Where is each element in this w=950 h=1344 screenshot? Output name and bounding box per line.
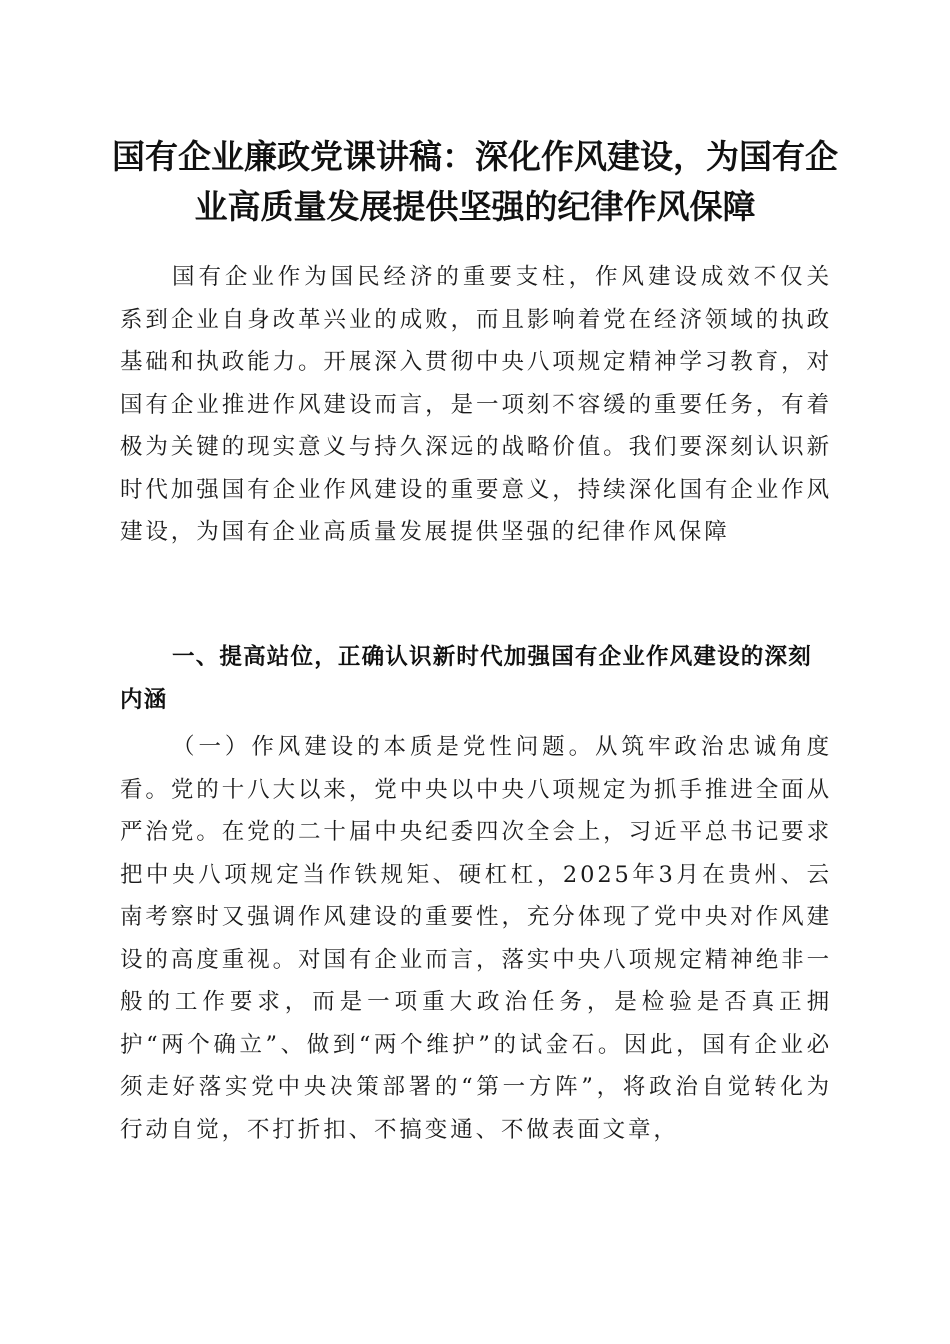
document-title: 国有企业廉政党课讲稿：深化作风建设，为国有企业高质量发展提供坚强的纪律作风保障 [112, 137, 838, 226]
section-heading: 一、提高站位，正确认识新时代加强国有企业作风建设的深刻内涵 [120, 644, 812, 713]
section-paragraph: （一）作风建设的本质是党性问题。从筑牢政治忠诚角度看。党的十八大以来，党中央以中央八项规定为抓手推进全面从严治党。在党的二十届中央纪委四次全会上，习近平总书记要求把中央八项规定当作铁规矩、硬杠杠，2025年3月在贵州、云南考察时又强调作风建设的重要性，充分体现了党中央对作风建设的高度重视。对国有企业而言，落实中央八项规定精神绝非一般的工作要求，而是一项重大政治任务，是检验是否真正拥护“两个确立”、做到“两个维护”的试金石。因此，国有企业必须走好落实党中央决策部署的“第一方阵”，将政治自觉转化为行动自觉，不打折扣、不搞变通、不做表面文章， [120, 734, 832, 1143]
intro-paragraph: 国有企业作为国民经济的重要支柱，作风建设成效不仅关系到企业自身改革兴业的成败，而且影响着党在经济领域的执政基础和执政能力。开展深入贯彻中央八项规定精神学习教育，对国有企业推进作风建设而言，是一项刻不容缓的重要任务，有着极为关键的现实意义与持久深远的战略价值。我们要深刻认识新时代加强国有企业作风建设的重要意义，持续深化国有企业作风建设，为国有企业高质量发展提供坚强的纪律作风保障 [120, 264, 832, 545]
